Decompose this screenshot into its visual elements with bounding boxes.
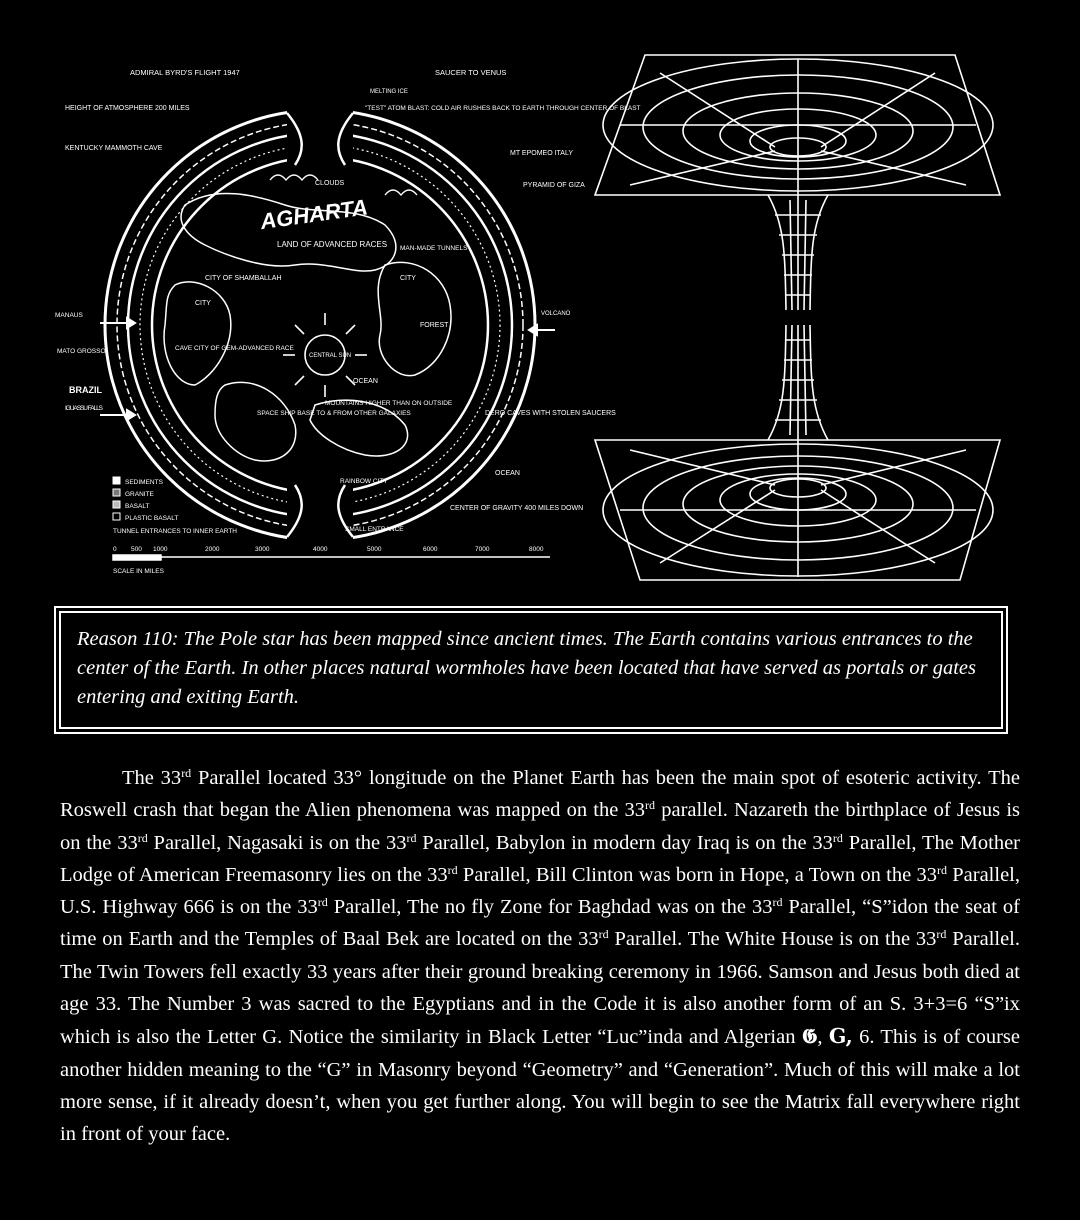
text-run: Parallel, Bill Clinton was born in Hope, a Town on the 33 bbox=[457, 863, 937, 886]
label-small-entrance: SMALL ENTRANCE bbox=[345, 526, 404, 533]
label-city1: CITY bbox=[195, 300, 211, 307]
label-pyramid: PYRAMID OF GIZA bbox=[523, 182, 585, 189]
label-shamballah: CITY OF SHAMBALLAH bbox=[205, 275, 282, 282]
superscript: rd bbox=[406, 830, 417, 845]
superscript: rd bbox=[936, 862, 947, 877]
label-byrd: ADMIRAL BYRD'S FLIGHT 1947 bbox=[130, 68, 240, 77]
caption-text: Reason 110: The Pole star has been mapped since ancient times. The Earth contains various entrances to the center of the Earth. In other places natural wormholes have been located that have served as portals or gates entering and exiting Earth. bbox=[77, 628, 976, 708]
algerian-g: G, bbox=[828, 1024, 853, 1049]
body-paragraph bbox=[60, 762, 1020, 1151]
label-mountains: MOUNTAINS HIGHER THAN ON OUTSIDE bbox=[325, 400, 453, 407]
text-run: Parallel, The no fly Zone for Baghdad was on the 33 bbox=[327, 896, 773, 919]
text-run: Parallel, The Mother Lodge of American Freemasonry lies on the 33 bbox=[60, 831, 1020, 886]
legend-plastic-basalt: PLASTIC BASALT bbox=[125, 515, 179, 522]
label-volcano: VOLCANO bbox=[541, 311, 571, 317]
scale-tick-7000: 7000 bbox=[475, 546, 490, 553]
text-run: Parallel, U.S. Highway 666 is on the 33 bbox=[60, 863, 1020, 919]
label-spaceship: SPACE SHIP BASE TO & FROM OTHER GALAXIES bbox=[257, 410, 411, 417]
label-tunnels: MAN-MADE TUNNELS bbox=[400, 245, 468, 252]
label-rainbow: RAINBOW CITY bbox=[340, 478, 388, 485]
label-brazil: BRAZIL bbox=[69, 385, 102, 395]
superscript: rd bbox=[645, 798, 656, 813]
label-iguassu: IGUASSU FALLS bbox=[65, 405, 103, 412]
legend-tunnel: TUNNEL ENTRANCES TO INNER EARTH bbox=[113, 528, 238, 535]
label-sun: CENTRAL SUN bbox=[309, 353, 352, 359]
superscript: rd bbox=[772, 895, 783, 910]
label-atom: "TEST" ATOM BLAST: COLD AIR RUSHES BACK TO EARTH THROUGH CENTER OF BLAST bbox=[365, 105, 641, 112]
superscript: rd bbox=[181, 766, 192, 780]
label-mato: MATO GROSSO bbox=[57, 348, 106, 355]
scale-tick-2000: 2000 bbox=[205, 546, 220, 553]
text-run: Parallel. The Twin Towers fell exactly 33 years after their ground breaking ceremony in 1966. Samson and Jesus both died at age 33. The Number 3 was sacred to the Egyptians and in the Code it is also another form of an S. 3+3=6 “S”ix which is also the Letter G. Notice the similarity in Black Letter “Luc”inda and Algerian bbox=[60, 928, 1020, 1049]
text-run: Parallel located 33° longitude on the Planet Earth has been the main spot of esoteric activity. The Roswell crash that began the Alien phenomena was mapped on the 33 bbox=[60, 767, 1020, 822]
scale-tick-5000: 5000 bbox=[367, 546, 382, 553]
label-melting: MELTING ICE bbox=[370, 89, 408, 95]
scale-tick-0: 0 bbox=[113, 546, 117, 553]
scale-tick-8000: 8000 bbox=[529, 546, 544, 553]
scale-tick-500: 500 bbox=[131, 546, 142, 553]
text-run: 6. This is of course another hidden meaning to the “G” in Masonry beyond “Geometry” and “Generation”. Much of this will make a lot more sense, if it already doesn’t, when you get further along. You will begin to see the Matrix fall everywhere right in front of your face. bbox=[60, 1026, 1021, 1146]
label-clouds: CLOUDS bbox=[315, 180, 345, 187]
superscript: rd bbox=[936, 927, 947, 942]
label-cave-city: CAVE CITY OF GEM-ADVANCED RACE bbox=[175, 345, 294, 352]
agharta-subtitle: LAND OF ADVANCED RACES bbox=[277, 240, 388, 249]
label-ocean2: OCEAN bbox=[495, 470, 520, 477]
label-gravity: CENTER OF GRAVITY 400 MILES DOWN bbox=[450, 505, 584, 512]
text-run: Parallel. The White House is on the 33 bbox=[608, 928, 937, 951]
agharta-title: AGHARTA bbox=[258, 194, 370, 235]
body-text bbox=[60, 762, 1020, 1151]
caption-inner bbox=[59, 611, 1003, 729]
legend-granite: GRANITE bbox=[125, 491, 154, 498]
scale-tick-3000: 3000 bbox=[255, 546, 270, 553]
label-atmosphere: HEIGHT OF ATMOSPHERE 200 MILES bbox=[65, 105, 190, 112]
scale-tick-1000: 1000 bbox=[153, 546, 168, 553]
text-run: Parallel, Babylon in modern day Iraq is on the 33 bbox=[416, 831, 833, 854]
superscript: rd bbox=[317, 895, 328, 910]
scale-label: SCALE IN MILES bbox=[113, 568, 164, 575]
text-run: parallel. Nazareth the birthplace of Jesus is on the 33 bbox=[60, 799, 1021, 854]
blackletter-g: 𝕲 bbox=[801, 1024, 818, 1049]
label-epomeo: MT EPOMEO ITALY bbox=[510, 150, 574, 157]
scale-tick-6000: 6000 bbox=[423, 546, 438, 553]
superscript: rd bbox=[832, 830, 843, 845]
hollow-earth-diagram bbox=[55, 55, 641, 595]
superscript: rd bbox=[447, 862, 458, 877]
superscript: rd bbox=[598, 927, 609, 942]
caption-box bbox=[54, 606, 1008, 734]
text-run: Parallel, Nagasaki is on the 33 bbox=[147, 831, 407, 854]
superscript: rd bbox=[137, 830, 148, 845]
label-dero: DERO CAVES WITH STOLEN SAUCERS bbox=[485, 410, 616, 417]
label-ocean1: OCEAN bbox=[353, 378, 378, 385]
text-run: The 33 bbox=[122, 767, 182, 789]
scale-tick-4000: 4000 bbox=[313, 546, 328, 553]
text-run: , bbox=[817, 1026, 829, 1049]
label-manaus: MANAUS bbox=[55, 312, 83, 319]
label-kentucky: KENTUCKY MAMMOTH CAVE bbox=[65, 145, 163, 152]
label-saucer: SAUCER TO VENUS bbox=[435, 68, 507, 77]
label-forest: FOREST bbox=[420, 322, 449, 329]
wormhole-diagram bbox=[590, 55, 1010, 585]
legend-basalt: BASALT bbox=[125, 503, 150, 510]
text-run: Parallel, “S”idon the seat of time on Earth and the Temples of Baal Bek are located on the 33 bbox=[60, 896, 1020, 951]
legend-sediments: SEDIMENTS bbox=[125, 479, 163, 486]
label-city2: CITY bbox=[400, 275, 416, 282]
